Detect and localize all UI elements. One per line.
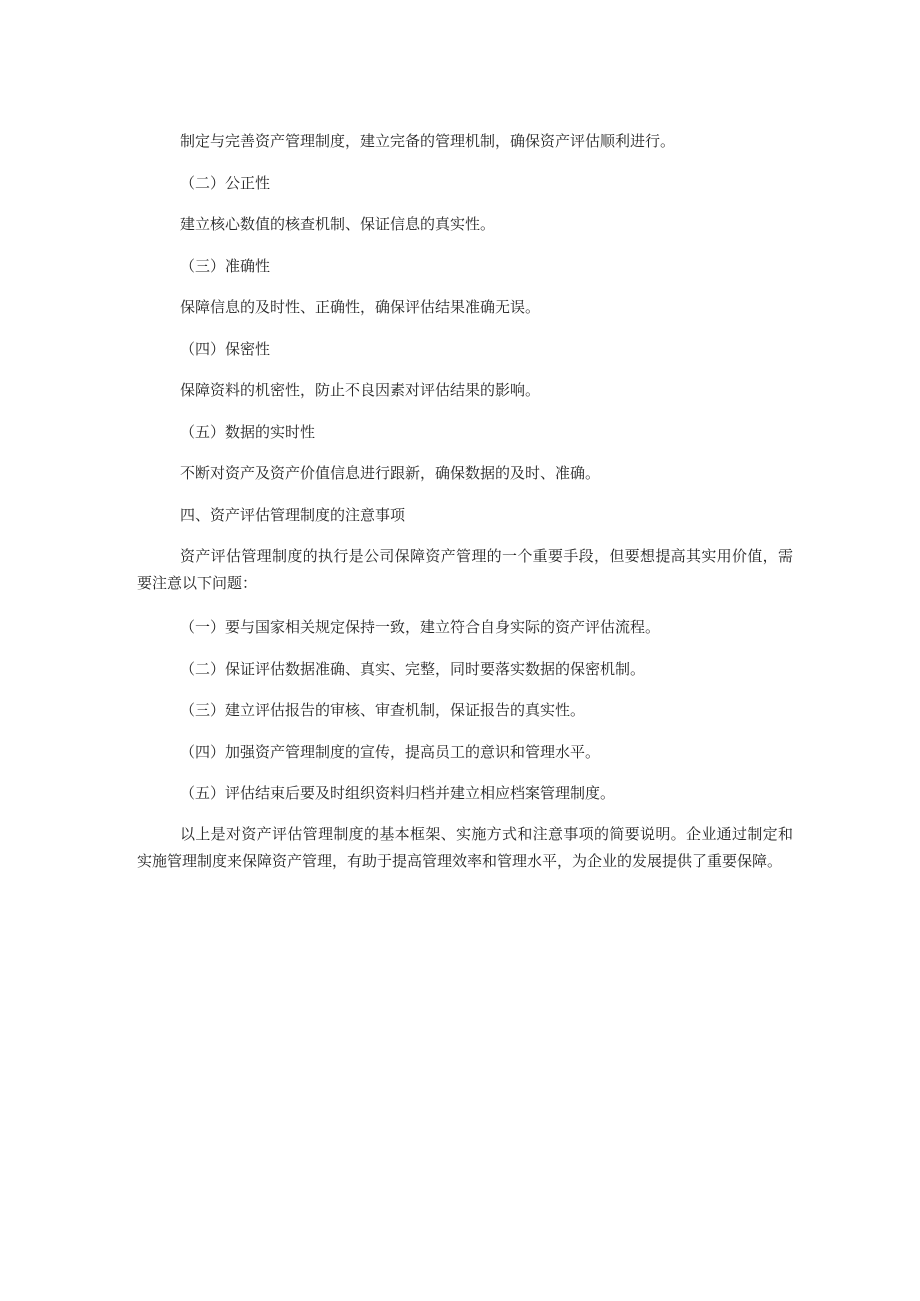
note-item-4: （四）加强资产管理制度的宣传，提高员工的意识和管理水平。 [180,743,601,761]
paragraph-conclusion: 以上是对资产评估管理制度的基本框架、实施方式和注意事项的简要说明。企业通过制定和实施管理制度来保障资产管理，有助于提高管理效率和管理水平，为企业的发展提供了重要保障。 [137,825,793,870]
note-item-5: （五）评估结束后要及时组织资料归档并建立相应档案管理制度。 [180,784,616,802]
heading-real-time-data: （五）数据的实时性 [180,423,316,441]
section-heading-precautions: 四、资产评估管理制度的注意事项 [180,506,406,524]
paragraph-fairness: 建立核心数值的核查机制、保证信息的真实性。 [180,215,496,233]
note-item-1: （一）要与国家相关规定保持一致，建立符合自身实际的资产评估流程。 [180,618,661,636]
note-item-3: （三）建立评估报告的审核、审查机制，保证报告的真实性。 [180,701,586,719]
paragraph-management-mechanism: 制定与完善资产管理制度，建立完备的管理机制，确保资产评估顺利进行。 [180,132,676,150]
heading-accuracy: （三）准确性 [180,257,271,275]
paragraph-confidentiality: 保障资料的机密性，防止不良因素对评估结果的影响。 [180,381,541,399]
heading-confidentiality: （四）保密性 [180,340,271,358]
paragraph-accuracy: 保障信息的及时性、正确性，确保评估结果准确无误。 [180,298,541,316]
note-item-2: （二）保证评估数据准确、真实、完整，同时要落实数据的保密机制。 [180,660,646,678]
paragraph-real-time-data: 不断对资产及资产价值信息进行跟新，确保数据的及时、准确。 [180,464,601,482]
heading-fairness: （二）公正性 [180,174,271,192]
paragraph-precautions-intro: 资产评估管理制度的执行是公司保障资产管理的一个重要手段，但要想提高其实用价值，需要注意以下问题： [137,547,793,592]
